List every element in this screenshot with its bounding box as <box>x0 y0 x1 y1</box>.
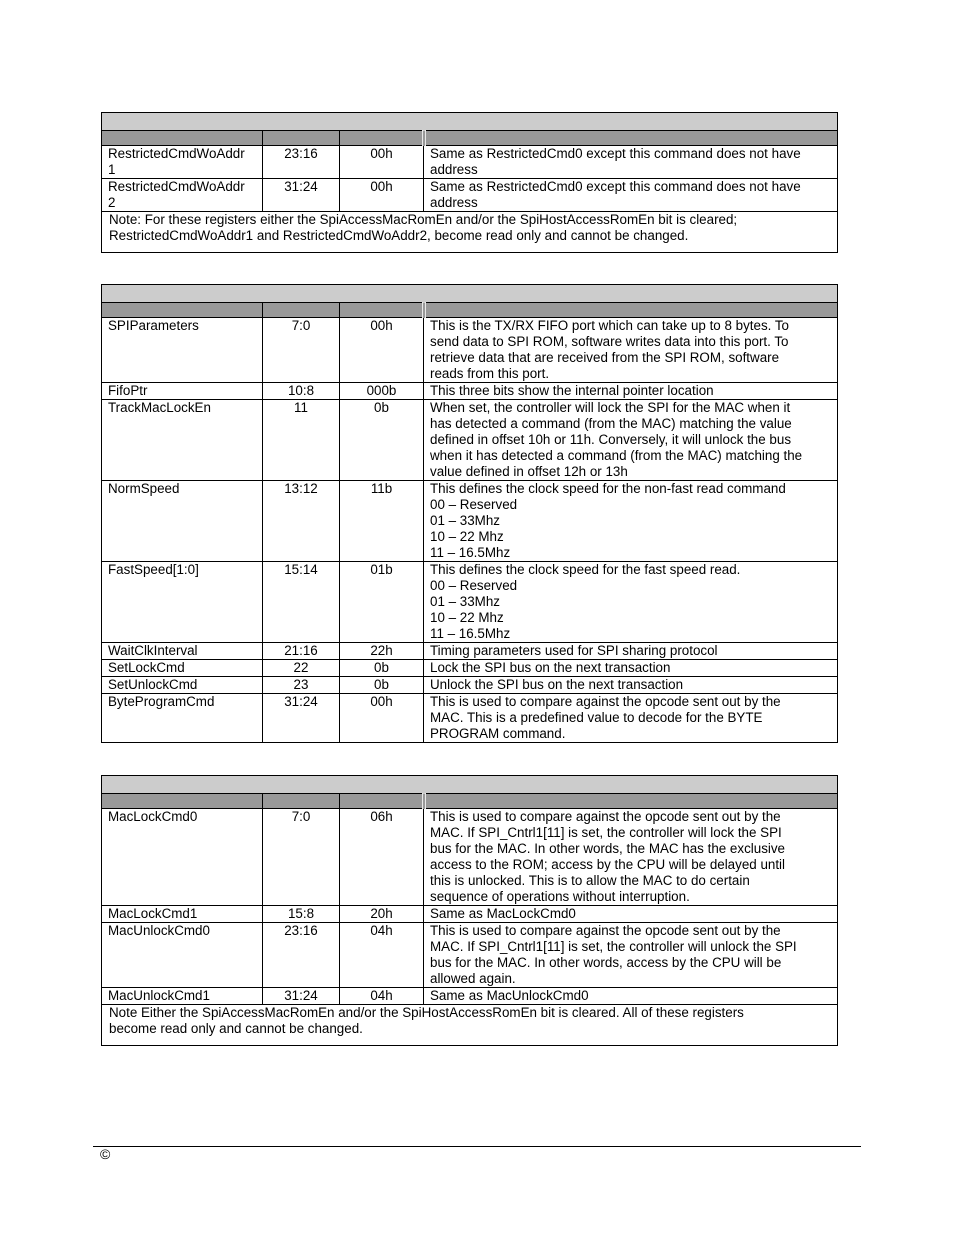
register-table-2 <box>101 284 838 743</box>
table-row <box>102 318 838 383</box>
table-header-row <box>102 794 838 809</box>
field-bits: 23 <box>263 677 340 694</box>
table-title-bar <box>102 113 838 131</box>
field-name: RestrictedCmdWoAddr 1 <box>102 146 263 179</box>
field-name: MacUnlockCmd1 <box>102 988 263 1005</box>
field-default: 00h <box>340 694 424 743</box>
field-bits: 13:12 <box>263 481 340 562</box>
table-row <box>102 809 838 906</box>
table-row <box>102 643 838 660</box>
field-name: SetUnlockCmd <box>102 677 263 694</box>
field-name: ByteProgramCmd <box>102 694 263 743</box>
field-name: MacLockCmd1 <box>102 906 263 923</box>
field-name: RestrictedCmdWoAddr 2 <box>102 179 263 212</box>
table-row <box>102 694 838 743</box>
table-row <box>102 677 838 694</box>
footer-divider <box>93 1146 861 1147</box>
field-bits: 31:24 <box>263 694 340 743</box>
table-row <box>102 400 838 481</box>
field-description: Timing parameters used for SPI sharing protocol <box>424 643 838 660</box>
field-description: Same as MacUnlockCmd0 <box>424 988 838 1005</box>
field-description: Same as RestrictedCmd0 except this command does not have address <box>424 146 838 179</box>
field-default: 00h <box>340 146 424 179</box>
field-description: This is used to compare against the opcode sent out by the MAC. If SPI_Cntrl1[11] is set, the controller will unlock the SPI bus for the MAC. In other words, access by the CPU will be allowed again. <box>424 923 838 988</box>
field-bits: 31:24 <box>263 988 340 1005</box>
field-name: FastSpeed[1:0] <box>102 562 263 643</box>
register-table-3 <box>101 775 838 1046</box>
field-default: 00h <box>340 179 424 212</box>
field-name: SPIParameters <box>102 318 263 383</box>
field-name: WaitClkInterval <box>102 643 263 660</box>
field-default: 0b <box>340 400 424 481</box>
field-description: Unlock the SPI bus on the next transaction <box>424 677 838 694</box>
field-name: SetLockCmd <box>102 660 263 677</box>
field-default: 06h <box>340 809 424 906</box>
field-bits: 23:16 <box>263 146 340 179</box>
field-name: TrackMacLockEn <box>102 400 263 481</box>
table-row <box>102 146 838 179</box>
field-description: Lock the SPI bus on the next transaction <box>424 660 838 677</box>
table-note-row <box>102 1005 838 1046</box>
field-bits: 7:0 <box>263 809 340 906</box>
field-default: 04h <box>340 923 424 988</box>
field-bits: 31:24 <box>263 179 340 212</box>
table-header-row <box>102 131 838 146</box>
field-description: This defines the clock speed for the fast speed read. 00 – Reserved 01 – 33Mhz 10 – 22 Mhz 11 – 16.5Mhz <box>424 562 838 643</box>
table-note: Note: For these registers either the SpiAccessMacRomEn and/or the SpiHostAccessRomEn bit is cleared; RestrictedCmdWoAddr1 and RestrictedCmdWoAddr2, become read only and cannot be changed. <box>102 212 838 253</box>
field-bits: 7:0 <box>263 318 340 383</box>
field-bits: 11 <box>263 400 340 481</box>
field-default: 000b <box>340 383 424 400</box>
field-default: 00h <box>340 318 424 383</box>
field-name: FifoPtr <box>102 383 263 400</box>
field-bits: 23:16 <box>263 923 340 988</box>
field-default: 01b <box>340 562 424 643</box>
table-row <box>102 383 838 400</box>
field-default: 0b <box>340 677 424 694</box>
table-row <box>102 562 838 643</box>
table-row <box>102 906 838 923</box>
field-bits: 22 <box>263 660 340 677</box>
field-description: Same as MacLockCmd0 <box>424 906 838 923</box>
field-default: 04h <box>340 988 424 1005</box>
field-description: This is used to compare against the opcode sent out by the MAC. This is a predefined value to decode for the BYTE PROGRAM command. <box>424 694 838 743</box>
table-note-row <box>102 212 838 253</box>
field-description: This is used to compare against the opcode sent out by the MAC. If SPI_Cntrl1[11] is set, the controller will lock the SPI bus for the MAC. In other words, the MAC has the exclusive access to the ROM; access by the CPU will be delayed until this is unlocked. This is to allow the MAC to do certain sequence of operations without interruption. <box>424 809 838 906</box>
field-default: 0b <box>340 660 424 677</box>
table-title-bar <box>102 285 838 303</box>
field-bits: 15:14 <box>263 562 340 643</box>
table-row <box>102 923 838 988</box>
table-title-bar <box>102 776 838 794</box>
register-table-1 <box>101 112 838 253</box>
field-description: Same as RestrictedCmd0 except this command does not have address <box>424 179 838 212</box>
table-row <box>102 988 838 1005</box>
field-default: 11b <box>340 481 424 562</box>
table-row <box>102 660 838 677</box>
table-note: Note Either the SpiAccessMacRomEn and/or the SpiHostAccessRomEn bit is cleared. All of these registers become read only and cannot be changed. <box>102 1005 838 1046</box>
field-name: NormSpeed <box>102 481 263 562</box>
table-row <box>102 481 838 562</box>
field-description: This three bits show the internal pointer location <box>424 383 838 400</box>
table-header-row <box>102 303 838 318</box>
table-row <box>102 179 838 212</box>
field-default: 20h <box>340 906 424 923</box>
field-bits: 10:8 <box>263 383 340 400</box>
field-description: This is the TX/RX FIFO port which can take up to 8 bytes. To send data to SPI ROM, software writes data into this port. To retrieve data that are received from the SPI ROM, software reads from this port. <box>424 318 838 383</box>
field-description: When set, the controller will lock the SPI for the MAC when it has detected a command (from the MAC) matching the value defined in offset 10h or 11h. Conversely, it will unlock the bus when it has detected a command (from the MAC) matching the value defined in offset 12h or 13h <box>424 400 838 481</box>
field-bits: 21:16 <box>263 643 340 660</box>
field-default: 22h <box>340 643 424 660</box>
field-description: This defines the clock speed for the non-fast read command 00 – Reserved 01 – 33Mhz 10 – 22 Mhz 11 – 16.5Mhz <box>424 481 838 562</box>
field-name: MacUnlockCmd0 <box>102 923 263 988</box>
field-bits: 15:8 <box>263 906 340 923</box>
field-name: MacLockCmd0 <box>102 809 263 906</box>
footer-copyright: © <box>100 1146 111 1162</box>
